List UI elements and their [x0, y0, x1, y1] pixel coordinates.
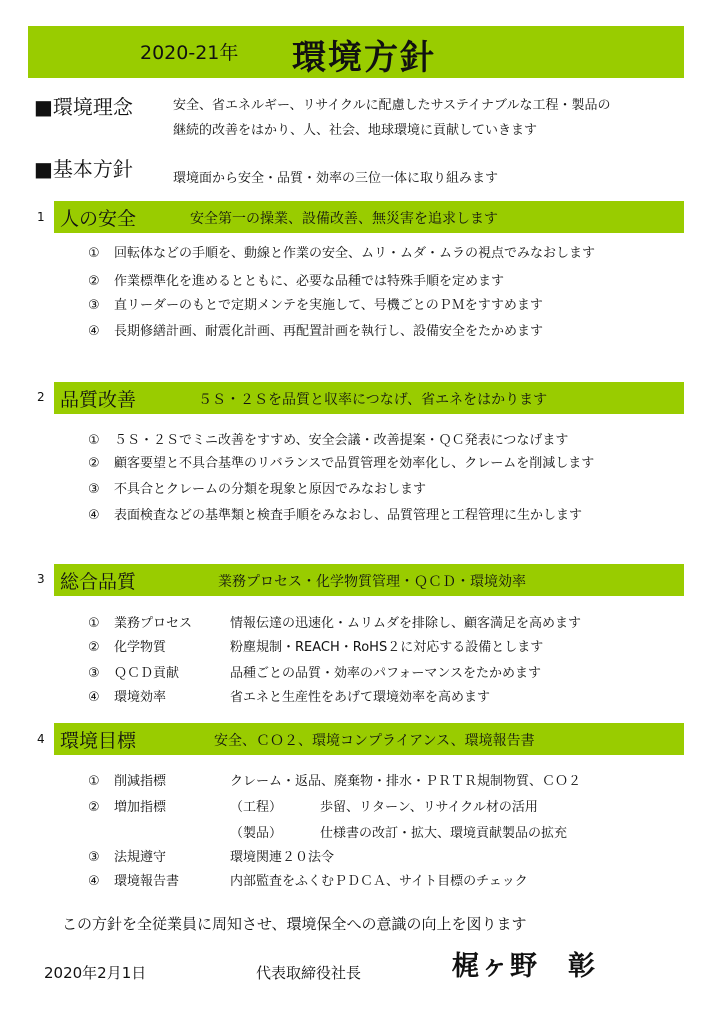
- issue-date: 2020年2月1日: [44, 964, 147, 982]
- page-title: 環境方針: [292, 38, 436, 78]
- section-number: 3: [37, 572, 45, 586]
- section-bar-total-quality: [54, 564, 684, 596]
- section-title: 人の安全: [60, 208, 137, 230]
- list-item: ④ 表面検査などの基準類と検査手順をみなおし、品質管理と工程管理に生かします: [88, 508, 583, 523]
- list-item: ④ 長期修繕計画、耐震化計画、再配置計画を執行し、設備安全をたかめます: [88, 324, 544, 339]
- list-item-text: 仕様書の改訂・拡大、環境貢献製品の拡充: [320, 826, 568, 841]
- list-item-text: 品種ごとの品質・効率のパフォーマンスをたかめます: [230, 666, 541, 681]
- list-item: ① 回転体などの手順を、動線と作業の安全、ムリ・ムダ・ムラの視点でみなおします: [88, 246, 596, 261]
- section-bar-quality: [54, 382, 684, 414]
- policy-text: 環境面から安全・品質・効率の三位一体に取り組みます: [173, 171, 499, 186]
- philosophy-line-1: 安全、省エネルギー、リサイクルに配慮したサステイナブルな工程・製品の: [173, 98, 611, 113]
- list-item: ① 削減指標: [88, 774, 167, 789]
- list-item-sub: （製品）: [230, 826, 283, 841]
- list-item-sub: （工程）: [230, 800, 283, 815]
- list-item-text: 情報伝達の迅速化・ムリムダを排除し、顧客満足を高めます: [230, 616, 582, 631]
- list-item: ② 顧客要望と不具合基準のリバランスで品質管理を効率化し、クレームを削減します: [88, 456, 595, 471]
- list-item: ② 増加指標: [88, 800, 167, 815]
- list-item-text: 粉塵規制・REACH・RoHS２に対応する設備とします: [230, 640, 544, 655]
- list-item-text: 内部監査をふくむＰＤＣＡ、サイト目標のチェック: [230, 874, 528, 889]
- list-item-text: 環境関連２０法令: [230, 850, 335, 865]
- list-item: ③ 直リーダーのもとで定期メンテを実施して、号機ごとのＰＭをすすめます: [88, 298, 543, 313]
- section-number: 4: [37, 732, 45, 746]
- section-description: ５Ｓ・２Ｓを品質と収率につなげ、省エネをはかります: [198, 392, 548, 408]
- footer-message: この方針を全従業員に周知させ、環境保全への意識の向上を図ります: [62, 915, 527, 933]
- list-item-text: 歩留、リターン、リサイクル材の活用: [320, 800, 538, 815]
- section-description: 安全第一の操業、設備改善、無災害を追求します: [190, 211, 498, 227]
- policy-heading: ■基本方針: [34, 157, 133, 181]
- section-title: 品質改善: [60, 389, 137, 411]
- section-title: 環境目標: [60, 730, 137, 752]
- section-bar-env-targets: [54, 723, 684, 755]
- list-item: ② 作業標準化を進めるとともに、必要な品種では特殊手順を定めます: [88, 274, 505, 289]
- list-item: ③ 不具合とクレームの分類を現象と原因でみなおします: [88, 482, 427, 497]
- section-title: 総合品質: [60, 571, 137, 593]
- list-item: ④ 環境報告書: [88, 874, 180, 889]
- year-label: 2020-21年: [140, 42, 239, 64]
- signatory-role: 代表取締役社長: [256, 964, 362, 982]
- list-item: ① 業務プロセス: [88, 616, 193, 631]
- section-number: 2: [37, 390, 45, 404]
- section-bar-safety: [54, 201, 684, 233]
- list-item: ③ ＱＣＤ貢献: [88, 666, 180, 681]
- section-number: 1: [37, 210, 45, 224]
- signatory-name: 梶ヶ野 彰: [452, 951, 597, 982]
- list-item: ② 化学物質: [88, 640, 167, 655]
- list-item-text: 省エネと生産性をあげて環境効率を高めます: [230, 690, 491, 705]
- list-item: ④ 環境効率: [88, 690, 167, 705]
- section-description: 業務プロセス・化学物質管理・ＱＣＤ・環境効率: [218, 574, 526, 590]
- list-item: ③ 法規遵守: [88, 850, 167, 865]
- philosophy-line-2: 継続的改善をはかり、人、社会、地球環境に貢献していきます: [173, 123, 538, 138]
- philosophy-heading: ■環境理念: [34, 95, 133, 119]
- list-item-text: クレーム・返品、廃棄物・排水・ＰＲＴＲ規制物質、ＣＯ２: [230, 774, 582, 789]
- list-item: ① ５Ｓ・２Ｓでミニ改善をすすめ、安全会議・改善提案・ＱＣ発表につなげます: [88, 433, 569, 448]
- section-description: 安全、ＣＯ２、環境コンプライアンス、環境報告書: [214, 733, 535, 749]
- header-banner: [28, 26, 684, 78]
